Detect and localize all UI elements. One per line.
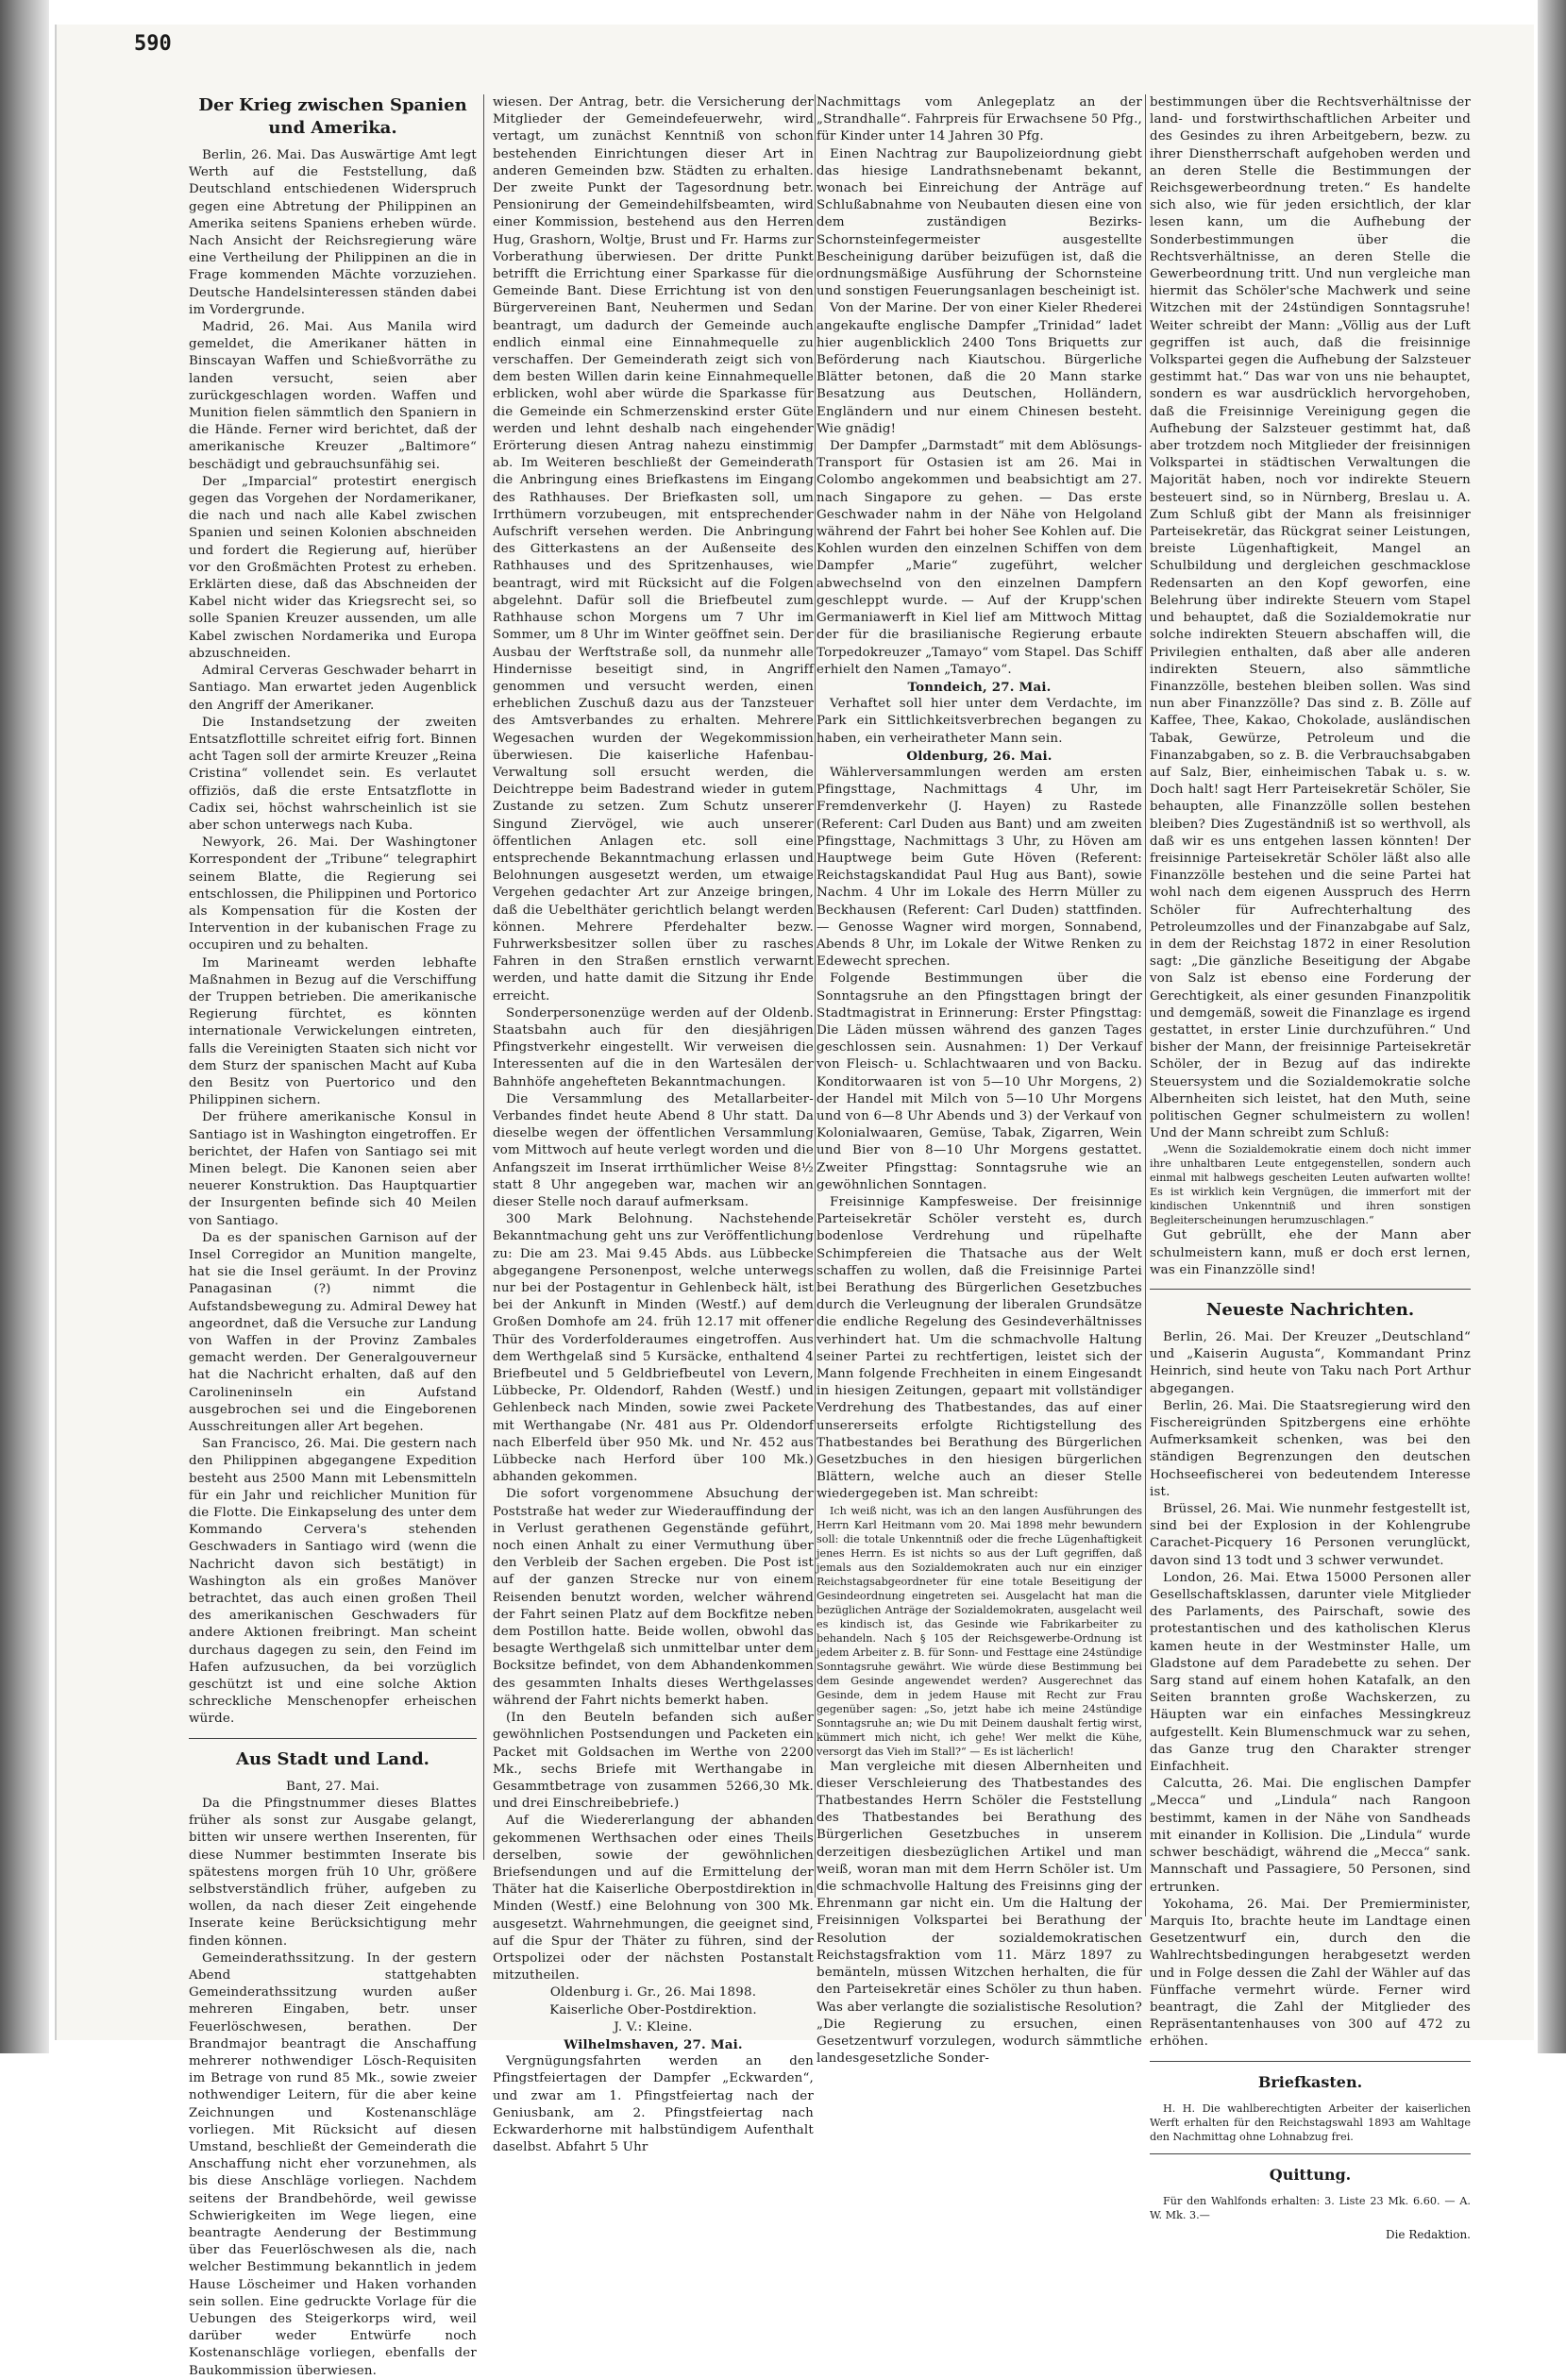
section-title-news: Neueste Nachrichten.: [1205, 1300, 1415, 1320]
article-paragraph: Von der Marine. Der von einer Kieler Rhederei angekaufte englische Dampfer „Trinidad“ ladet hier augenblicklich 2400 Tons Briquetts zur Beförderung nach Kiautschou. Bürgerliche Blätter betonen, daß die 20 Mann starke Besatzung aus Deutschen, Holländern, Engländern und nur einem Chinesen besteht. Wie gnädig!: [817, 301, 1142, 436]
section-title-local: Aus Stadt und Land.: [236, 1748, 429, 1769]
quoted-letter: Ich weiß nicht, was ich an den langen Ausführungen des Herrn Karl Heitmann vom 20. Mai 1898 mehr bewundern soll: die totale Unkenntniß oder die freche Lügenhaftigkeit jenes Herrn. Es ist nichts so aus der Luft gegriffen, daß jemals aus den Sozialdemokraten auch nur ein einziger Reichstagsabgeordneter für eine totale Beseitigung der Gesindeordnung eingetreten sei. Ausgelacht hat man die bezüglichen Anträge der Sozialdemokraten, ausgelacht weil es kindisch ist, das Gesinde wie Fabrikarbeiter zu behandeln. Nach § 105 der Reichsgewerbe-Ordnung ist jedem Arbeiter z. B. für Sonn- und Festtage eine 24stündige Sonntagsruhe gewährt. Wie würde diese Bestimmung bei dem Gesinde angewendet werden? Ausgerechnet das Gesinde, dem in jedem Hause mit Recht zur Frau gegenüber sagen: „So, jetzt habe ich meine 24stündige Sonntagsruhe an; wie Du mit Deinem daushalt fertig wirst, kümmert mich nicht, ich gehe! Wer melkt die Kühe, versorgt das Vieh im Stall?“ — Es ist lächerlich!: [817, 1504, 1142, 1758]
page-number: 590: [134, 32, 172, 56]
article-paragraph: Nachmittags vom Anlegeplatz an der „Strandhalle“. Fahrpreis für Erwachsene 50 Pfg., für Kinder unter 14 Jahren 30 Pfg.: [817, 95, 1142, 144]
news-item: Calcutta, 26. Mai. Die englischen Dampfer „Mecca“ und „Lindula“ nach Rangoon bestimmt, kamen in der Nähe von Sandheads mit einander in Kollision. Die „Lindula“ wurde schwer beschädigt, während die „Mecca“ sank. Mannschaft und Passagiere, 50 Personen, sind ertrunken.: [1150, 1777, 1471, 1895]
news-item: Berlin, 26. Mai. Die Staatsregierung wird den Fischereigründen Spitzbergens eine erhöhte Aufmerksamkeit schenken, was bei den ständigen Begrenzungen den deutschen Hochseefischerei von bedeutendem Interesse ist.: [1150, 1398, 1471, 1499]
column-4: [1150, 94, 1471, 2241]
article-paragraph: Man vergleiche mit diesen Albernheiten und dieser Verschleierung des Thatbestandes des Thatbestandes Herrn Schöler die Feststellung des Thatbestandes bei Berathung des Bürgerlichen Gesetzbuches in unserem derzeitigen diesbezüglichen Artikel und man weiß, woran man mit dem Herrn Schöler ist. Um die schmachvolle Haltung des Freisinns ging der Ehrenmann gar nicht ein. Um die Haltung der Freisinnigen Volkspartei bei Berathung der Resolution der sozialdemokratischen Reichstagsfraktion vom 11. März 1897 zu bemänteln, müssen Witzchen herhalten, die für den Parteisekretär eines Schöler zu thun haben. Was aber verlangte die sozialistische Resolution? „Die Regierung zu ersuchen, einen Gesetzentwurf vorzulegen, wodurch sämmtliche landesgesetzliche Sonder-: [817, 1759, 1142, 2067]
column-rule: [483, 94, 484, 1860]
article-paragraph: Berlin, 26. Mai. Das Auswärtige Amt legt Werth auf die Feststellung, daß Deutschland entschiedenen Widerspruch gegen eine Abtretung der Philippinen an Amerika seitens Spaniens erheben würde. Nach Ansicht der Reichsregierung wäre eine Vertheilung der Philippinen an die in Frage kommenden Mächte vorzuziehen. Deutsche Handelsinteressen ständen dabei im Vordergrunde.: [189, 148, 477, 317]
article-paragraph: Der Dampfer „Darmstadt“ mit dem Ablösungs-Transport für Ostasien ist am 26. Mai in Colombo angekommen und beabsichtigt am 27. nach Singapore zu gehen. — Das erste Geschwader nahm in der Nähe von Helgoland während der Fahrt bei hoher See Kohlen auf. Die Kohlen wurden den einzelnen Schiffen von dem Dampfer „Marie“ zugeführt, welcher abwechselnd von den einzelnen Dampfern geschleppt wurde. — Auf der Krupp'schen Germaniawerft in Kiel lief am Mittwoch Mittag der für die brasilianische Regierung erbaute Torpedokreuzer „Tamayo“ vom Stapel. Das Schiff erhielt den Namen „Tamayo“.: [817, 439, 1142, 677]
section-divider: [189, 1738, 477, 1739]
editorial-signoff: Die Redaktion.: [1385, 2227, 1471, 2241]
column-3: [817, 94, 1142, 2067]
article-paragraph: Madrid, 26. Mai. Aus Manila wird gemeldet, die Amerikaner hätten in Binscayan Waffen und Schießvorräthe zu landen versucht, seien aber zurückgeschlagen worden. Waffen und Munition fielen sämmtlich den Spaniern in die Hände. Ferner wird berichtet, daß der amerikanische Kreuzer „Baltimore“ beschädigt und gebrauchsunfähig sei.: [189, 320, 477, 472]
news-item: Brüssel, 26. Mai. Wie nunmehr festgestellt ist, sind bei der Explosion in der Kohlengrube Carachet-Picquery 16 Personen verunglückt, davon sind 13 todt und 3 schwer verwundet.: [1150, 1502, 1471, 1568]
column-rule: [1145, 94, 1146, 1916]
column-1: [189, 94, 477, 2378]
news-item: Yokohama, 26. Mai. Der Premierminister, Marquis Ito, brachte heute im Landtage einen Gesetzentwurf ein, durch den die Wahlrechtsbedingungen herabgesetzt werden und in Folge dessen die Zahl der Wähler auf das Fünffache vermehrt würde. Ferner wird beantragt, die Zahl der Mitglieder des Repräsentantenhauses von 300 auf 472 zu erhöhen.: [1150, 1897, 1471, 2050]
receipt-entry: Für den Wahlfonds erhalten: 3. Liste 23 Mk. 6.60. — A. W. Mk. 3.—: [1150, 2194, 1471, 2221]
article-paragraph: Folgende Bestimmungen über die Sonntagsruhe an den Pfingsttagen bringt der Stadtmagistrat in Erinnerung: Erster Pfingsttag: Die Läden müssen während des ganzen Tages geschlossen sein. Ausnahmen: 1) Der Verkauf von Fleisch- u. Schlachtwaaren und von Backu. Konditorwaaren ist von 5—10 Uhr Morgens, 2) der Handel mit Milch von 5—10 Uhr Morgens und von 6—8 Uhr Abends und 3) der Verkauf von Kolonialwaaren, Gemüse, Tabak, Zigarren, Wein und Bier von 8—10 Uhr Morgens gestattet. Zweiter Pfingsttag: Sonntagsruhe wie an gewöhnlichen Sonntagen.: [817, 971, 1142, 1192]
section-title-war: Der Krieg zwischen Spanien und Amerika.: [198, 95, 467, 138]
article-paragraph: bestimmungen über die Rechtsverhältnisse der land- und forstwirthschaftlichen Arbeiter und des Gesindes zu ihren Arbeitgebern, bezw. zu ihrer Dienstherrschaft aufgehoben werden und an deren Stelle die Bestimmungen der Reichsgewerbeordnung treten.“ Es handelte sich also, wie für jeden ersichtlich, der klar lesen kann, um die Aufhebung der Sonderbestimmungen über die Rechtsverhältnisse, an deren Stelle die Gewerbeordnung tritt. Und nun vergleiche man hiermit das Schöler'sche Machwerk und seine Witzchen mit der 24stündigen Sonntagsruhe! Weiter schreibt der Mann: „Völlig aus der Luft gegriffen ist auch, daß die freisinnige Volkspartei gegen die Aufhebung der Salzsteuer gestimmt hat.“ Das war von uns nie behauptet, sondern es war ausdrücklich hervorgehoben, daß die Freisinnige Vereinigung gegen die Aufhebung der Salzsteuer gestimmt hat, daß aber trotzdem noch Mitglieder der freisinnigen Volkspartei in städtischen Verwaltungen die Majorität haben, noch vor indirekte Steuern besteuert sind, so in Nürnberg, Breslau u. A. Zum Schluß gibt der Mann als freisinniger Parteisekretär, das Rückgrat seiner Leistungen, breiste Lügenhaftigkeit, Mangel an Schulbildung und dergleichen geschmacklose Redensarten an den Kopf geworfen, eine Belehrung über indirekte Steuern vom Stapel und behauptet, daß die Sozialdemokratie nur solche indirekten Steuern abschaffen will, die Privilegien enthalten, daß aber alle anderen indirekten Steuern, also sämmtliche Finanzzölle, bestehen bleiben sollen. Was sind nun aber Finanzzölle? Das sind z. B. Zölle auf Kaffee, Thee, Kakao, Chokolade, ausländischen Tabak, Gewürze, Petroleum und die Finanzabgaben, so z. B. die Verbrauchsabgaben auf Salz, Bier, einheimischen Tabak u. s. w. Doch halt! sagt Herr Parteisekretär Schöler, Sie behaupten, alle Finanzzölle sollen bestehen bleiben? Dies Zugeständniß ist so werthvoll, als daß wir es uns entgehen lassen könnten! Der freisinnige Parteisekretär Schöler läßt also alle Finanzzölle bestehen und die seine Partei hat wohl nach dem eigenen Ausspruch des Herrn Schöler für Aufrechterhaltung des Petroleumzolles und der Finanzabgabe auf Salz, in dem der Reichstag 1872 in einer Resolution sagt: „Die gänzliche Beseitigung der Abgabe von Salz ist ebenso eine Forderung der Gerechtigkeit, als einer gesunden Finanzpolitik und demgemäß, soweit die Finanzlage es irgend gestattet, in erster Linie durchzuführen.“ Und bisher der Mann, der freisinnige Parteisekretär Schöler, der in Bezug auf das indirekte Steuersystem und die Sozialdemokratie solche Albernheiten sich leistet, hat den Muth, seine politischen Gegner schulmeistern zu wollen! Und der Mann schreibt zum Schluß:: [1150, 95, 1471, 1141]
article-paragraph: Im Marineamt werden lebhafte Maßnahmen in Bezug auf die Verschiffung der Truppen betrieben. Die amerikanische Regierung fürchtet, es könnten internationale Verwickelungen eintreten, falls die Vereinigten Staaten sich nicht vor dem Sturz der spanischen Macht auf Kuba den Besitz von Puertorico und den Philippinen sichern.: [189, 955, 477, 1108]
section-title-letterbox: Briefkasten.: [1257, 2072, 1363, 2091]
article-paragraph: Freisinnige Kampfesweise. Der freisinnige Parteisekretär Schöler versteht es, durch bodenlose Verdrehung und rüpelhafte Schimpfereien die Thatsache aus der Welt schaffen zu wollen, daß die Freisinnige Partei bei Berathung des Bürgerlichen Gesetzbuches durch die Verleugnung der liberalen Grundsätze die endliche Regelung des Gesindeverhältnisses verhindert hat. Um die schmachvolle Haltung seiner Partei zu rechtfertigen, leistet sich der Mann folgende Frechheiten in einem Eingesandt in hiesigen Zeitungen, gepaart mit vollständiger Verdrehung des Thatbestandes, das auf einer unsererseits erfolgte Richtigstellung des Thatbestandes bei Berathung des Bürgerlichen Gesetzbuches in den hiesigen bürgerlichen Blättern, welche auch an dieser Stelle wiedergegeben ist. Man schreibt:: [817, 1195, 1142, 1502]
article-paragraph: Auf die Wiedererlangung der abhanden gekommenen Werthsachen oder eines Theils derselben, sowie der gewöhnlichen Briefsendungen und auf die Ermittelung der Thäter hat die Kaiserliche Oberpostdirektion in Minden (Westf.) eine Belohnung von 300 Mk. ausgesetzt. Wahrnehmungen, die geeignet sind, auf die Spur der Thäter zu führen, sind der Ortspolizei oder der nächsten Postanstalt mitzutheilen.: [493, 1814, 814, 1983]
signature-place: Oldenburg i. Gr., 26. Mai 1898.: [549, 1985, 757, 2000]
article-paragraph: Die Versammlung des Metallarbeiter-Verbandes findet heute Abend 8 Uhr statt. Da dieselbe wegen der öffentlichen Versammlung vom Mittwoch auf heute verlegt worden und die Anfangszeit im Inserat irrthümlicher Weise 8½ statt 8 Uhr angegeben war, machen wir an dieser Stelle noch darauf aufmerksam.: [493, 1091, 814, 1209]
dateline: Oldenburg, 26. Mai.: [906, 748, 1052, 764]
article-paragraph: Vergnügungsfahrten werden an den Pfingstfeiertagen der Dampfer „Eckwarden“, und zwar am 1. Pfingstfeiertag nach der Geniusbank, am 2. Pfingstfeiertag nach Eckwarderhorne mit halbstündigem Aufenthalt daselbst. Abfahrt 5 Uhr: [493, 2054, 814, 2155]
section-title-receipt: Quittung.: [1269, 2165, 1352, 2184]
news-item: London, 26. Mai. Etwa 15000 Personen aller Gesellschaftsklassen, darunter viele Mitglieder des Parlaments, des Pairschaft, sowie des protestantischen und des katholischen Klerus kamen heute in der Westminster Halle, um Gladstone auf dem Paradebette zu sehen. Der Sarg stand auf einem hohen Katafalk, an den Seiten brannten große Wachskerzen, zu Häupten war ein einfaches Messingkreuz aufgestellt. Kein Blumenschmuck war zu sehen, das Ganze trug den Charakter strenger Einfachheit.: [1150, 1570, 1471, 1775]
dateline: Bant, 27. Mai.: [286, 1779, 379, 1794]
article-paragraph: Sonderpersonenzüge werden auf der Oldenb. Staatsbahn auch für den diesjährigen Pfingstverkehr eingestellt. Wir verweisen die Interessenten auf die in den Wartesälen der Bahnhöfe angehefteten Bekanntmachungen.: [493, 1005, 814, 1089]
article-paragraph: Da es der spanischen Garnison auf der Insel Corregidor an Munition mangelte, hat sie die Insel geräumt. In der Provinz Panagasinan (?) nimmt die Aufstandsbewegung zu. Admiral Dewey hat angeordnet, daß die Versuche zur Landung von Waffen in der Provinz Zambales gemacht werden. Der Generalgouverneur hat die Nachricht erhalten, daß auf den Carolineninseln ein Aufstand ausgebrochen sei und die Eingeborenen Ausschreitungen aller Art begehen.: [189, 1230, 477, 1435]
section-divider: [1150, 1289, 1471, 1290]
letterbox-entry: H. H. Die wahlberechtigten Arbeiter der kaiserlichen Werft erhalten für den Reichstagswahl 1893 am Wahltage den Nachmittag ohne Lohnabzug frei.: [1150, 2101, 1471, 2143]
dateline: Wilhelmshaven, 27. Mai.: [564, 2036, 743, 2052]
quoted-letter: „Wenn die Sozialdemokratie einem doch nicht immer ihre unhaltbaren Leute entgegenstellen, sondern auch einmal mit halbwegs gescheiten Leuten aufwarten wollte! Es ist wirklich kein Vergnügen, die immerfort mit der kindischen Unkenntniß und ihren sonstigen Begleiterscheinungen herumzuschlagen.“: [1150, 1143, 1471, 1227]
column-rule: [815, 94, 816, 1898]
dateline: Tonndeich, 27. Mai.: [907, 679, 1052, 695]
article-paragraph: (In den Beuteln befanden sich außer gewöhnlichen Postsendungen und Packeten ein Packet mit Goldsachen im Werthe von 2200 Mk., sechs Briefe mit Werthangabe in Gesammtbetrage von zusammen 5266,30 Mk. und drei Einschreibebriefe.): [493, 1711, 814, 1812]
article-paragraph: Gut gebrüllt, ehe der Mann aber schulmeistern kann, muß er doch erst lernen, was ein Finanzzölle sind!: [1150, 1228, 1471, 1277]
article-paragraph: Die sofort vorgenommene Absuchung der Poststraße hat weder zur Wiederauffindung der in Verlust gerathenen Gegenstände geführt, noch einen Anhalt zu einer Vermuthung über den Verbleib der Sachen ergeben. Die Post ist auf der ganzen Strecke nur von einem Reisenden benutzt worden, welcher während der Fahrt seinen Platz auf dem Bockfitze neben dem Postillon hatte. Beide wollen, obwohl das besagte Werthgelaß sich unmittelbar unter dem Bocksitze befindet, von dem Abhandenkommen des gesammten Inhalts dieses Werthgelasses während der Fahrt nichts bemerkt haben.: [493, 1487, 814, 1708]
article-paragraph: Wählerversammlungen werden am ersten Pfingsttage, Nachmittags 4 Uhr, im Fremdenverkehr (J. Hayen) zu Rastede (Referent: Carl Duden aus Bant) und am zweiten Pfingsttage, Nachmittags 3 Uhr, zu Höven am Hauptwege beim Gute Höven (Referent: Reichstagskandidat Paul Hug aus Bant), sowie Nachm. 4 Uhr im Lokale des Herrn Müller zu Beckhausen (Referent: Carl Duden) stattfinden. — Genosse Wagner wird morgen, Sonnabend, Abends 8 Uhr, im Lokale der Witwe Renken zu Edewecht sprechen.: [817, 765, 1142, 970]
article-paragraph: San Francisco, 26. Mai. Die gestern nach den Philippinen abgegangene Expedition besteht aus 2500 Mann mit Lebensmitteln für ein Jahr und reichlicher Munition für die Flotte. Die Einkapselung des unter dem Kommando Cervera's stehenden Geschwaders in Santiago wird (wenn die Nachricht davon sich bestätigt) in Washington als ein großes Manöver betrachtet, das auch einen großen Theil des amerikanischen Geschwaders für andere Aktionen freibringt. Man scheint durchaus dagegen zu sein, den Feind im Hafen aufzusuchen, da bei vorzüglich geschützt ist und eine solche Aktion schreckliche Menschenopfer erheischen würde.: [189, 1437, 477, 1727]
article-paragraph: Der frühere amerikanische Konsul in Santiago ist in Washington eingetroffen. Er berichtet, der Hafen von Santiago sei mit Minen belegt. Die Kanonen seien aber neuerer Konstruktion. Das Hauptquartier der Insurgenten befinde sich 40 Meilen von Santiago.: [189, 1110, 477, 1228]
article-paragraph: Verhaftet soll hier unter dem Verdachte, im Park ein Sittlichkeitsverbrechen begangen zu haben, ein verheiratheter Mann sein.: [817, 697, 1142, 746]
scan-edge-right: [1538, 0, 1566, 2053]
section-divider: [1150, 2153, 1471, 2154]
scan-edge-left: [0, 0, 49, 2053]
column-2: [493, 94, 814, 2155]
article-paragraph: Einen Nachtrag zur Baupolizeiordnung giebt das hiesige Landrathsnebenamt bekannt, wonach bei Einreichung der Anträge auf Schlußabnahme von Neubauten diesen eine von dem zuständigen Bezirks-Schornsteinfegermeister ausgestellte Bescheinigung darüber beizufügen ist, daß die ordnungsmäßige Ausführung der Schornsteine und sonstigen Feuerungsanlagen bescheinigt ist.: [817, 146, 1142, 299]
article-paragraph: Gemeinderathssitzung. In der gestern Abend stattgehabten Gemeinderathssitzung wurden außer mehreren Eingaben, betr. unser Feuerlöschwesen, berathen. Der Brandmajor beantragt die Anschaffung mehrerer nothwendiger Lösch-Requisiten im Betrage von rund 85 Mk., sowie zweier nothwendiger Leitern, für die aber keine Zeichnungen und Kostenanschläge vorliegen. Mit Rücksicht auf diesen Umstand, beschließt der Gemeinderath die Anschaffung nicht eher vorzunehmen, als bis diese Anschläge vorliegen. Nachdem seitens der Brandbehörde, weil gewisse Schwierigkeiten im Wege liegen, eine beantragte Aenderung der Bestimmung über das Feuerlöschwesen als die, nach welcher Bestimmung bekanntlich in jedem Hause Löscheimer und Haken vorhanden sein sollen. Eine gedruckte Vorlage für die Uebungen des Steigerkorps wird, weil darüber weder Entwürfe noch Kostenanschläge vorliegen, ebenfalls der Baukommission überwiesen.: [189, 1950, 477, 2378]
signature-office: Kaiserliche Ober-Postdirektion.: [549, 2002, 757, 2017]
article-paragraph: Admiral Cerveras Geschwader beharrt in Santiago. Man erwartet jeden Augenblick den Angriff der Amerikaner.: [189, 664, 477, 713]
article-paragraph: wiesen. Der Antrag, betr. die Versicherung der Mitglieder der Gemeindefeuerwehr, wird vertagt, um zunächst Kenntniß von schon bestehenden Einrichtungen dieser Art in anderen Gemeinden bzw. Städten zu erhalten. Der zweite Punkt der Tagesordnung betr. Pensionirung der Gemeindehilfsbeamten, wird einer Kommission, bestehend aus den Herren Hug, Grashorn, Woltje, Brust und Fr. Harms zur Vorberathung überwiesen. Der dritte Punkt betrifft die Errichtung einer Sparkasse für die Gemeinde Bant. Diese Errichtung ist von den Bürgervereinen Bant, Neuhermen und Sedan beantragt, um dadurch der Gemeinde auch endlich einmal eine Einnahmequelle zu verschaffen. Der Gemeinderath zeigt sich von dem besten Willen darin keine Einnahmequelle erblicken, wohl aber würde die Sparkasse für die Gemeinde ein Schmerzenskind erster Güte werden und lehnt deshalb nach eingehender Erörterung diesen Antrag nahezu einstimmig ab. Im Weiteren beschließt der Gemeinderath die Anbringung eines Briefkastens im Eingang des Rathhauses. Der Briefkasten soll, um Irrthümern vorzubeugen, mit entsprechender Aufschrift versehen werden. Die Anbringung des Gitterkastens an der Außenseite des Rathhauses und des Spritzenhauses, wie beantragt, wird mit Rücksicht auf die Folgen abgelehnt. Dafür soll die Briefbeutel zum Rathhause schon Morgens um 7 Uhr im Sommer, um 8 Uhr im Winter geöffnet sein. Der Ausbau der Werftstraße soll, da nunmehr alle Hindernisse beseitigt sind, in Angriff genommen und versucht werden, einen erheblichen Zuschuß dazu aus der Tanzsteuer des Amtsverbandes zu erhalten. Mehrere Wegesachen wurden der Wegekommission überwiesen. Die kaiserliche Hafenbau-Verwaltung soll ersucht werden, die Deichtreppe beim Badestrand wieder in gutem Zustande zu setzen. Zum Schutz unserer Singund Ziervögel, wie auch unserer öffentlichen Anlagen etc. soll eine entsprechende Bekanntmachung erlassen und Belohnungen ausgesetzt werden, um etwaige Vergehen gedachter Art zur Anzeige bringen, daß die Uebelthäter gerichtlich belangt werden können. Mehrere Pferdehalter bezw. Fuhrwerksbesitzer sollen über zu rasches Fahren in den Straßen ernstlich verwarnt werden, und hatte damit die Sitzung ihr Ende erreicht.: [493, 95, 814, 1004]
article-paragraph: 300 Mark Belohnung. Nachstehende Bekanntmachung geht uns zur Veröffentlichung zu: Die am 23. Mai 9.45 Abds. aus Lübbecke abgegangene Personenpost, welche unterwegs nur bei der Postagentur in Gehlenbeck hält, ist bei der Ankunft in Minden (Westf.) auf dem Großen Domhofe am 24. früh 12.17 mit offener Thür des Vorderfolderaumes eingetroffen. Aus dem Werthgelaß sind 5 Kursäcke, enthaltend 4 Briefbeutel und 5 Geldbriefbeutel von Levern, Lübbecke, Pr. Oldendorf, Rahden (Westf.) und Gehlenbeck nach Minden, sowie zwei Packete mit Werthangabe (Nr. 481 aus Pr. Oldendorf nach Elberfeld über 950 Mk. und Nr. 452 aus Lübbecke nach Herford über 100 Mk.) abhanden gekommen.: [493, 1212, 814, 1485]
signature-name: J. V.: Kleine.: [614, 2019, 693, 2034]
section-divider: [1150, 2061, 1471, 2062]
article-paragraph: Die Instandsetzung der zweiten Entsatzflottille schreitet eifrig fort. Binnen acht Tagen soll der armirte Kreuzer „Reina Cristina“ vollendet sein. Es verlautet offiziös, daß die erste Entsatzflotte in Cadix sei, höchst wahrscheinlich ist sie aber schon unterwegs nach Kuba.: [189, 715, 477, 833]
news-item: Berlin, 26. Mai. Der Kreuzer „Deutschland“ und „Kaiserin Augusta“, Kommandant Prinz Heinrich, sind heute von Taku nach Port Arthur abgegangen.: [1150, 1330, 1471, 1396]
article-paragraph: Da die Pfingstnummer dieses Blattes früher als sonst zur Ausgabe gelangt, bitten wir unsere werthen Inserenten, für diese Nummer bestimmten Inserate bis spätestens morgen früh 10 Uhr, größere selbstverständlich früher, aufgeben zu wollen, da nach dieser Zeit eingehende Inserate keine Berücksichtigung mehr finden können.: [189, 1796, 477, 1949]
article-paragraph: Newyork, 26. Mai. Der Washingtoner Korrespondent der „Tribune“ telegraphirt seinem Blatte, die Regierung sei entschlossen, die Philippinen und Portorico als Kompensation für die Kosten der Intervention in der kubanischen Frage zu occupiren und zu behalten.: [189, 836, 477, 954]
article-paragraph: Der „Imparcial“ protestirt energisch gegen das Vorgehen der Nordamerikaner, die nach und nach alle Kabel zwischen Spanien und seinen Kolonien abschneiden und fordert die Regierung auf, hierüber vor den Großmächten Protest zu erheben. Erklärten diese, daß das Abschneiden der Kabel nicht wider das Kriegsrecht sei, so solle Spanien Kreuzer aussenden, um alle Kabel zwischen Nordamerika und Europa abzuschneiden.: [189, 474, 477, 661]
